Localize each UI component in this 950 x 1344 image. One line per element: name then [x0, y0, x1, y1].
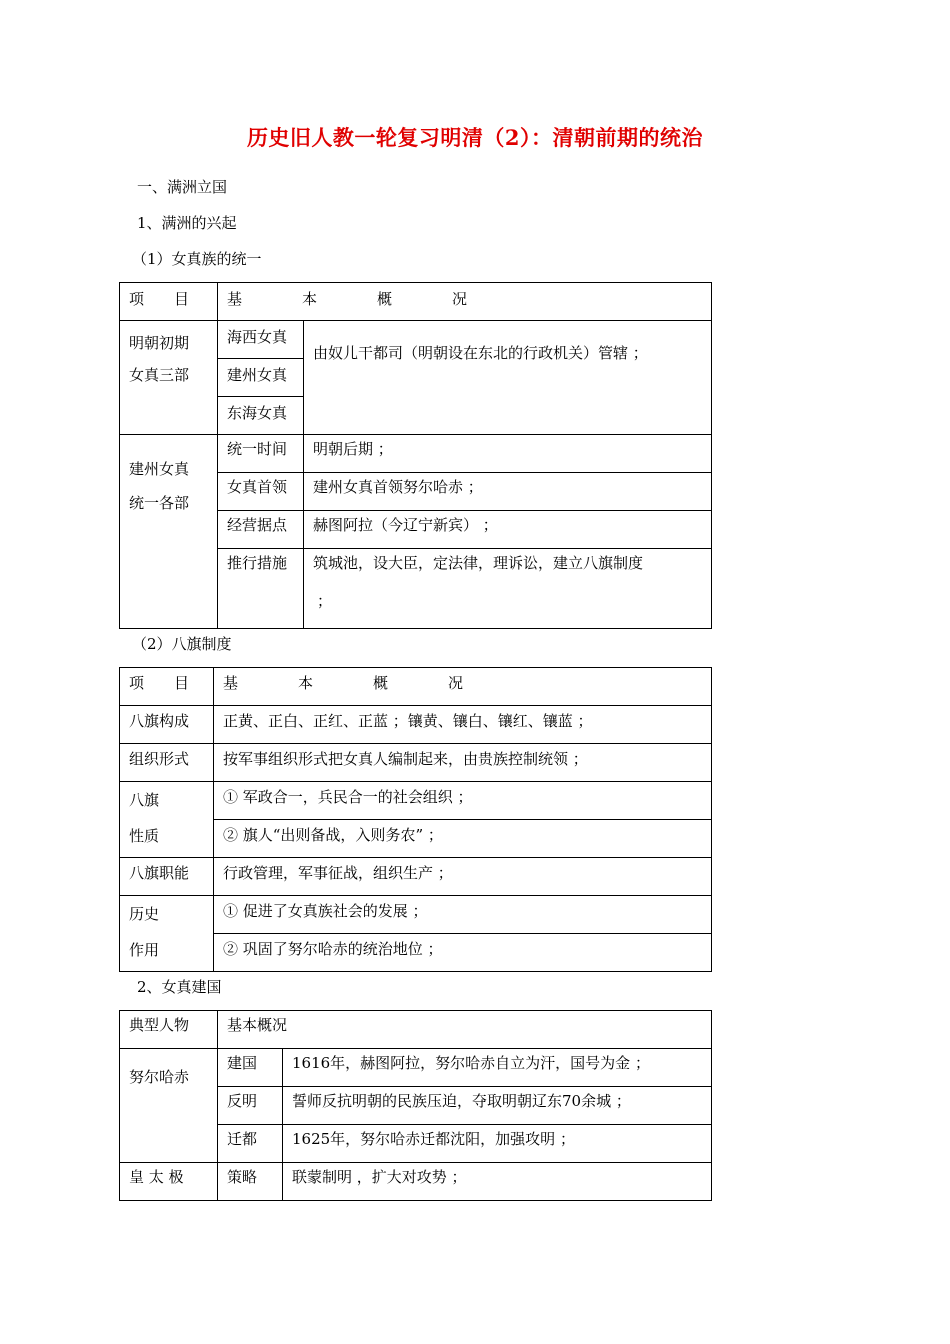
person-label: 皇 太 极 — [120, 1163, 218, 1201]
table-header-item: 项 目 — [120, 668, 214, 706]
table-cell-text: ① 军政合一，兵民合一的社会组织 ； — [214, 782, 712, 820]
table-cell-text: 1616年，赫图阿拉，努尔哈赤自立为汗，国号为金 ； — [283, 1049, 712, 1087]
cell-line: 筑城池，设大臣，定法律，理诉讼，建立八旗制度 — [313, 554, 644, 572]
row-label-line: 统一各部 — [129, 494, 190, 512]
table-row-label — [120, 321, 218, 435]
row-label-line: 八旗 — [129, 791, 160, 809]
sub-label: 策略 — [218, 1163, 283, 1201]
table-cell-text: 由奴儿干都司（明朝设在东北的行政机关）管辖 ； — [304, 321, 712, 435]
table-cell-text: 建州女真首领努尔哈赤 ； — [304, 473, 712, 511]
table-cell-text: ② 旗人“出则备战，入则务农” ； — [214, 820, 712, 858]
cell-line: ； — [317, 592, 333, 610]
table-cell-text: 正黄、正白、正红、正蓝 ；镶黄、镶白、镶红、镶蓝 ； — [214, 706, 712, 744]
row-label-line: 历史 — [129, 905, 160, 923]
table-cell-text: ① 促进了女真族社会的发展 ； — [214, 896, 712, 934]
sub-label: 统一时间 — [218, 435, 304, 473]
person-label: 努尔哈赤 — [120, 1049, 218, 1163]
section-heading-1-1-1: （1）女真族的统一 — [132, 250, 262, 268]
sub-label: 推行措施 — [218, 549, 304, 629]
sub-label: 建国 — [218, 1049, 283, 1087]
row-label: 八旗构成 — [120, 706, 214, 744]
row-label-line: 性质 — [129, 827, 160, 845]
table-row-label — [120, 435, 218, 629]
sub-label: 建州女真 — [218, 359, 304, 397]
page-title: 历史旧人教一轮复习明清（2）：清朝前期的统治 — [246, 125, 704, 150]
row-label — [120, 782, 214, 858]
sub-label: 反明 — [218, 1087, 283, 1125]
row-label — [120, 896, 214, 972]
row-label: 组织形式 — [120, 744, 214, 782]
table-cell-text: 明朝后期 ； — [304, 435, 712, 473]
row-label: 八旗职能 — [120, 858, 214, 896]
sub-label: 迁都 — [218, 1125, 283, 1163]
jurchen-state-table — [119, 1010, 712, 1201]
section-heading-1-1-2: （2）八旗制度 — [132, 635, 232, 653]
table-header-person: 典型人物 — [120, 1011, 218, 1049]
sub-label: 海西女真 — [218, 321, 304, 359]
table-cell-text: 誓师反抗明朝的民族压迫，夺取明朝辽东70余城 ； — [283, 1087, 712, 1125]
table-cell-text: 联蒙制明 ，扩大对攻势 ； — [283, 1163, 712, 1201]
row-label-line: 建州女真 — [129, 460, 190, 478]
table-cell-text: 1625年，努尔哈赤迁都沈阳，加强攻明 ； — [283, 1125, 712, 1163]
table-header-item: 项 目 — [120, 283, 218, 321]
sub-label: 经营据点 — [218, 511, 304, 549]
table-cell-text: 行政管理，军事征战，组织生产 ； — [214, 858, 712, 896]
section-heading-1-2: 2、女真建国 — [137, 978, 222, 996]
table-cell-text — [304, 549, 712, 629]
section-heading-1: 一、满洲立国 — [137, 178, 228, 196]
jurchen-unification-table — [119, 282, 712, 629]
sub-label: 东海女真 — [218, 397, 304, 435]
table-cell-text: 赫图阿拉（今辽宁新宾） ； — [304, 511, 712, 549]
table-header-base: 基 本 概 况 — [218, 283, 712, 321]
row-label-line: 作用 — [129, 941, 160, 959]
sub-label: 女真首领 — [218, 473, 304, 511]
section-heading-1-1: 1、满洲的兴起 — [137, 214, 237, 232]
table-header-base: 基本概况 — [218, 1011, 712, 1049]
eight-banners-table — [119, 667, 712, 972]
table-cell-text: ② 巩固了努尔哈赤的统治地位 ； — [214, 934, 712, 972]
table-header-base: 基 本 概 况 — [214, 668, 712, 706]
row-label-line: 女真三部 — [129, 366, 190, 384]
table-cell-text: 按军事组织形式把女真人编制起来，由贵族控制统领 ； — [214, 744, 712, 782]
row-label-line: 明朝初期 — [129, 334, 190, 352]
